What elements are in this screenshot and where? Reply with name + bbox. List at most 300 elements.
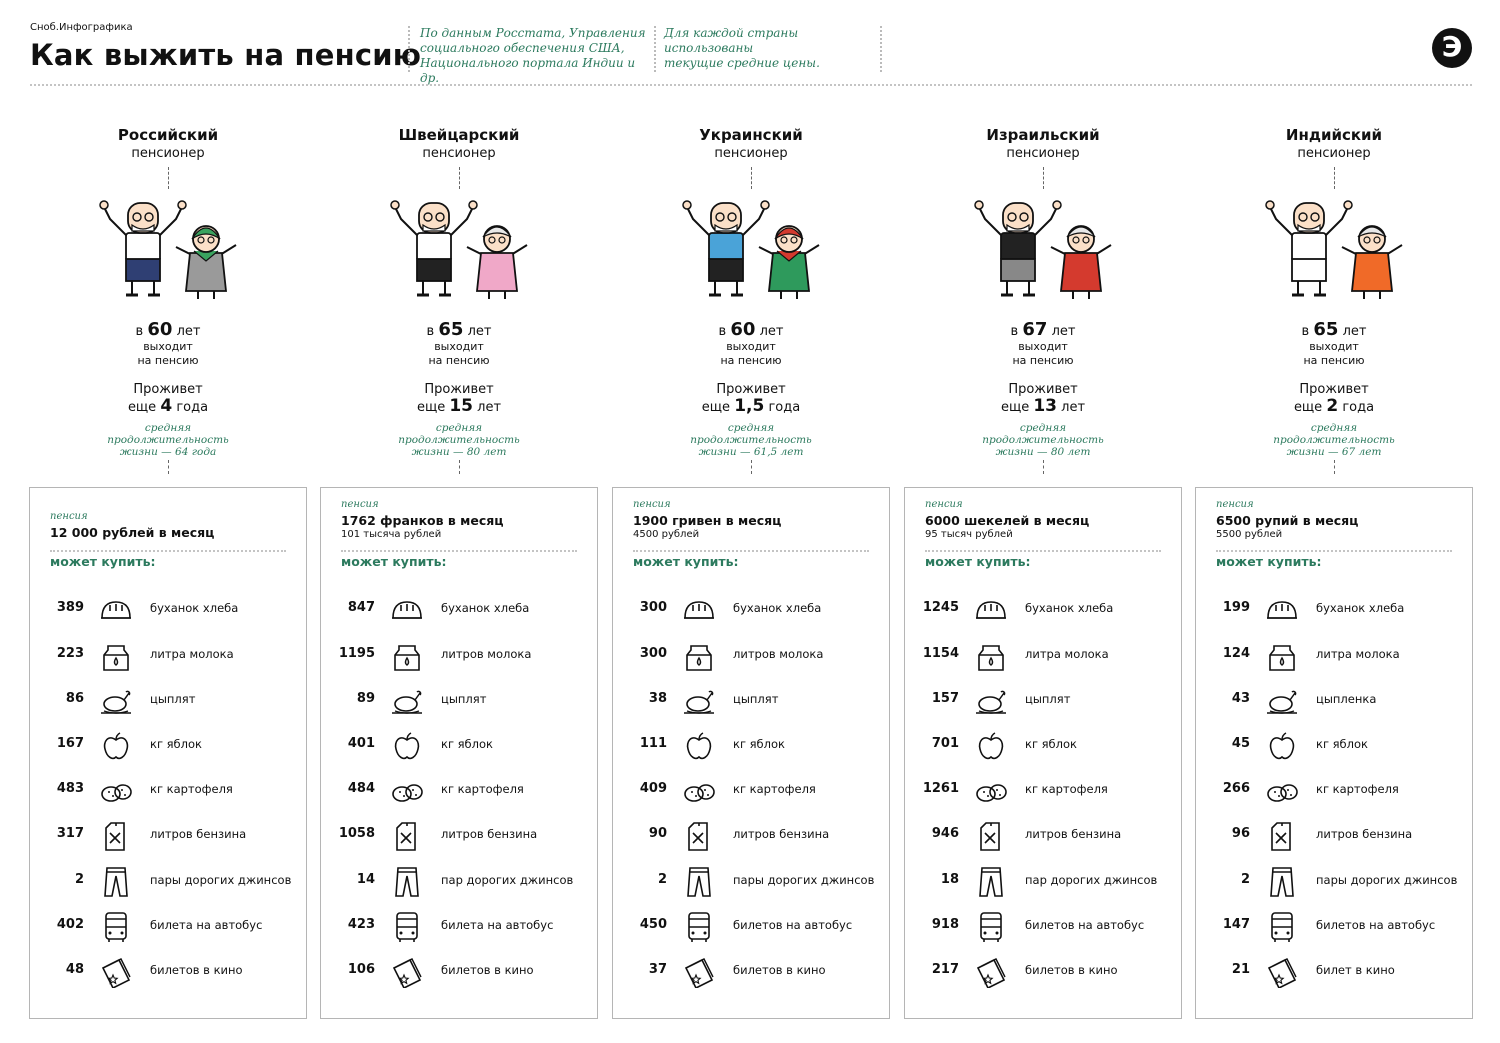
pension-amount: 12 000 рублей в месяц bbox=[50, 525, 215, 540]
cinema-ticket-icon bbox=[98, 954, 134, 988]
life-expectancy bbox=[320, 422, 598, 458]
pensioner-couple-illustration bbox=[88, 189, 248, 301]
purchase-label: билетов в кино bbox=[1025, 963, 1118, 977]
purchase-item bbox=[321, 862, 597, 900]
life-text: средняя bbox=[144, 422, 192, 434]
cinema-ticket-icon bbox=[389, 954, 425, 988]
remaining-years bbox=[904, 382, 1182, 416]
purchase-item bbox=[1196, 726, 1472, 764]
remaining-years bbox=[1195, 382, 1473, 416]
header-divider bbox=[30, 84, 1472, 86]
purchase-label: цыплят bbox=[1025, 692, 1071, 706]
purchase-label: пар дорогих джинсов bbox=[1025, 873, 1158, 887]
purchase-label: кг картофеля bbox=[441, 782, 524, 796]
card-divider bbox=[1216, 550, 1452, 552]
potato-icon bbox=[973, 773, 1009, 807]
purchase-label: цыпленка bbox=[1316, 692, 1377, 706]
purchase-label: кг картофеля bbox=[733, 782, 816, 796]
life-text: продолжительность bbox=[690, 434, 812, 446]
chicken-icon bbox=[389, 683, 425, 717]
potato-icon bbox=[681, 773, 717, 807]
life-text: продолжительность bbox=[1273, 434, 1395, 446]
purchase-item bbox=[1196, 771, 1472, 809]
purchase-quantity: 86 bbox=[65, 691, 84, 706]
chicken-icon bbox=[681, 683, 717, 717]
purchase-label: цыплят bbox=[150, 692, 196, 706]
jeans-icon bbox=[973, 864, 1009, 898]
pensioner-label: пенсионер bbox=[1297, 146, 1371, 161]
apple-icon bbox=[973, 728, 1009, 762]
jeans-icon bbox=[681, 864, 717, 898]
card-divider bbox=[633, 550, 869, 552]
fuel-canister-icon bbox=[681, 818, 717, 852]
country-name: Российский bbox=[117, 126, 219, 144]
retire-text: выходит bbox=[1018, 340, 1068, 353]
cinema-ticket-icon bbox=[1264, 954, 1300, 988]
purchase-item bbox=[905, 816, 1181, 854]
purchase-item bbox=[905, 907, 1181, 945]
lives-prefix: еще bbox=[1293, 400, 1323, 415]
purchase-item bbox=[613, 907, 889, 945]
purchase-label: литров бензина bbox=[1025, 827, 1122, 841]
purchase-quantity: 43 bbox=[1231, 691, 1250, 706]
prices-note bbox=[654, 26, 882, 72]
retirement-age bbox=[904, 319, 1182, 340]
lives-years-value: 15 bbox=[449, 396, 474, 416]
retire-text: выходит bbox=[434, 340, 484, 353]
jeans-icon bbox=[389, 864, 425, 898]
lives-prefix: еще bbox=[127, 400, 157, 415]
country-name: Украинский bbox=[699, 126, 803, 144]
life-text: продолжительность bbox=[398, 434, 520, 446]
can-buy-heading: может купить: bbox=[633, 554, 739, 569]
logo: Э bbox=[1432, 28, 1472, 68]
purchase-item bbox=[321, 907, 597, 945]
purchase-quantity: 1154 bbox=[922, 646, 959, 661]
apple-icon bbox=[1264, 728, 1300, 762]
purchase-label: литров молока bbox=[733, 647, 824, 661]
life-text: средняя bbox=[435, 422, 483, 434]
purchase-item bbox=[905, 590, 1181, 628]
purchase-item bbox=[321, 636, 597, 674]
purchase-label: кг картофеля bbox=[150, 782, 233, 796]
purchase-label: билетов в кино bbox=[733, 963, 826, 977]
purchase-label: литра молока bbox=[1316, 647, 1400, 661]
purchase-quantity: 2 bbox=[74, 872, 84, 887]
purchase-label: кг яблок bbox=[150, 737, 202, 751]
country-column bbox=[1195, 100, 1473, 474]
pension-amount: 6000 шекелей в месяц bbox=[925, 513, 1090, 528]
life-expectancy bbox=[1195, 422, 1473, 458]
pensioner-couple-illustration bbox=[963, 189, 1123, 301]
purchase-item bbox=[30, 681, 306, 719]
retire-text: выходит bbox=[143, 340, 193, 353]
pension-label: пенсия bbox=[341, 499, 379, 510]
connector-line bbox=[459, 167, 460, 189]
header bbox=[30, 22, 1472, 86]
retire-age-unit: лет bbox=[1051, 324, 1076, 339]
life-expectancy bbox=[29, 422, 307, 458]
remaining-years bbox=[320, 382, 598, 416]
purchase-item bbox=[613, 636, 889, 674]
purchase-item bbox=[1196, 907, 1472, 945]
can-buy-heading: может купить: bbox=[341, 554, 447, 569]
purchase-item bbox=[30, 952, 306, 990]
pension-card bbox=[320, 487, 598, 1019]
country-name: Швейцарский bbox=[398, 126, 520, 144]
lives-value-line bbox=[320, 398, 598, 416]
purchase-label: билета на автобус bbox=[441, 918, 554, 932]
retire-text: выходит bbox=[1309, 340, 1359, 353]
milk-icon bbox=[1264, 638, 1300, 672]
country-column bbox=[612, 100, 890, 474]
purchase-item bbox=[905, 952, 1181, 990]
jeans-icon bbox=[1264, 864, 1300, 898]
pension-label: пенсия bbox=[1216, 499, 1254, 510]
can-buy-heading: может купить: bbox=[1216, 554, 1322, 569]
purchase-quantity: 21 bbox=[1231, 962, 1250, 977]
lives-value-line bbox=[904, 398, 1182, 416]
purchase-label: цыплят bbox=[441, 692, 487, 706]
purchase-quantity: 124 bbox=[1222, 646, 1250, 661]
lives-text: Проживет bbox=[1299, 382, 1369, 397]
milk-icon bbox=[389, 638, 425, 672]
purchase-item bbox=[613, 681, 889, 719]
purchase-label: билетов на автобус bbox=[1316, 918, 1436, 932]
purchase-item bbox=[905, 681, 1181, 719]
pensioner-label: пенсионер bbox=[1006, 146, 1080, 161]
purchase-label: билет в кино bbox=[1316, 963, 1395, 977]
connector-line bbox=[168, 460, 169, 474]
retire-age-unit: лет bbox=[1342, 324, 1367, 339]
pensioner-couple-illustration bbox=[379, 189, 539, 301]
retire-age-value: 60 bbox=[147, 319, 173, 340]
purchase-item bbox=[30, 590, 306, 628]
fuel-canister-icon bbox=[973, 818, 1009, 852]
retire-age-value: 67 bbox=[1022, 319, 1048, 340]
life-expectancy bbox=[904, 422, 1182, 458]
lives-unit: лет bbox=[477, 400, 502, 415]
life-expectancy-value: жизни — 67 лет bbox=[1286, 446, 1382, 458]
lives-unit: года bbox=[768, 400, 801, 415]
purchase-label: буханок хлеба bbox=[441, 601, 530, 615]
purchase-quantity: 847 bbox=[347, 600, 375, 615]
lives-unit: года bbox=[176, 400, 209, 415]
purchase-quantity: 409 bbox=[639, 781, 667, 796]
purchase-quantity: 300 bbox=[639, 600, 667, 615]
apple-icon bbox=[98, 728, 134, 762]
pension-amount: 1762 франков в месяц bbox=[341, 513, 504, 528]
bread-icon bbox=[681, 592, 717, 626]
country-name: Израильский bbox=[986, 126, 1100, 144]
card-divider bbox=[50, 550, 286, 552]
pensioner-label: пенсионер bbox=[422, 146, 496, 161]
lives-value-line bbox=[29, 398, 307, 416]
life-text: средняя bbox=[1310, 422, 1358, 434]
retire-text: на пенсию bbox=[428, 354, 490, 367]
retirement-age bbox=[1195, 319, 1473, 340]
lives-value-line bbox=[612, 398, 890, 416]
purchase-item bbox=[613, 726, 889, 764]
retire-prefix: в bbox=[1301, 324, 1310, 339]
purchase-label: билетов в кино bbox=[150, 963, 243, 977]
purchase-label: буханок хлеба bbox=[733, 601, 822, 615]
purchase-label: кг картофеля bbox=[1316, 782, 1399, 796]
purchase-quantity: 90 bbox=[648, 826, 667, 841]
bread-icon bbox=[389, 592, 425, 626]
pensioner-couple-illustration bbox=[1254, 189, 1414, 301]
chicken-icon bbox=[1264, 683, 1300, 717]
purchase-label: пары дорогих джинсов bbox=[733, 873, 875, 887]
purchase-label: билетов в кино bbox=[441, 963, 534, 977]
life-expectancy-value: жизни — 80 лет bbox=[411, 446, 507, 458]
purchase-label: литра молока bbox=[150, 647, 234, 661]
card-divider bbox=[341, 550, 577, 552]
bread-icon bbox=[1264, 592, 1300, 626]
bus-icon bbox=[98, 909, 134, 943]
fuel-canister-icon bbox=[389, 818, 425, 852]
purchase-quantity: 111 bbox=[639, 736, 667, 751]
country-name: Индийский bbox=[1285, 126, 1383, 144]
purchase-quantity: 217 bbox=[931, 962, 959, 977]
purchase-quantity: 1058 bbox=[338, 826, 375, 841]
lives-prefix: еще bbox=[416, 400, 446, 415]
jeans-icon bbox=[98, 864, 134, 898]
purchase-label: литров бензина bbox=[1316, 827, 1413, 841]
lives-text: Проживет bbox=[1008, 382, 1078, 397]
purchase-quantity: 2 bbox=[1240, 872, 1250, 887]
purchase-quantity: 18 bbox=[940, 872, 959, 887]
connector-line bbox=[1334, 167, 1335, 189]
retirement-age bbox=[29, 319, 307, 340]
purchase-quantity: 38 bbox=[648, 691, 667, 706]
purchase-label: буханок хлеба bbox=[150, 601, 239, 615]
retire-prefix: в bbox=[718, 324, 727, 339]
pension-rubles: 95 тысяч рублей bbox=[925, 529, 1013, 540]
potato-icon bbox=[98, 773, 134, 807]
country-column bbox=[904, 100, 1182, 474]
bread-icon bbox=[973, 592, 1009, 626]
purchase-item bbox=[30, 726, 306, 764]
lives-text: Проживет bbox=[133, 382, 203, 397]
fuel-canister-icon bbox=[98, 818, 134, 852]
purchase-item bbox=[905, 862, 1181, 900]
purchase-item bbox=[321, 726, 597, 764]
prices-note-line: Для каждой страны использованы bbox=[664, 26, 799, 55]
life-expectancy bbox=[612, 422, 890, 458]
purchase-item bbox=[30, 907, 306, 945]
purchase-label: литров молока bbox=[441, 647, 532, 661]
purchase-item bbox=[30, 771, 306, 809]
life-expectancy-value: жизни — 64 года bbox=[119, 446, 217, 458]
life-expectancy-value: жизни — 61,5 лет bbox=[698, 446, 804, 458]
retire-prefix: в bbox=[135, 324, 144, 339]
life-text: продолжительность bbox=[107, 434, 229, 446]
purchase-label: буханок хлеба bbox=[1316, 601, 1405, 615]
bread-icon bbox=[98, 592, 134, 626]
pension-card bbox=[29, 487, 307, 1019]
purchase-item bbox=[321, 816, 597, 854]
purchase-quantity: 423 bbox=[347, 917, 375, 932]
purchase-quantity: 89 bbox=[356, 691, 375, 706]
pension-rubles: 4500 рублей bbox=[633, 529, 700, 540]
lives-prefix: еще bbox=[701, 400, 731, 415]
purchase-quantity: 37 bbox=[648, 962, 667, 977]
card-divider bbox=[925, 550, 1161, 552]
purchase-label: кг яблок bbox=[733, 737, 785, 751]
purchase-item bbox=[613, 590, 889, 628]
apple-icon bbox=[389, 728, 425, 762]
lives-unit: года bbox=[1342, 400, 1375, 415]
connector-line bbox=[1043, 460, 1044, 474]
retire-age-unit: лет bbox=[176, 324, 201, 339]
purchase-quantity: 317 bbox=[56, 826, 84, 841]
pension-card bbox=[612, 487, 890, 1019]
milk-icon bbox=[681, 638, 717, 672]
purchase-quantity: 450 bbox=[639, 917, 667, 932]
country-header bbox=[1195, 126, 1473, 474]
chicken-icon bbox=[973, 683, 1009, 717]
cinema-ticket-icon bbox=[681, 954, 717, 988]
retirement-age bbox=[320, 319, 598, 340]
purchase-quantity: 147 bbox=[1222, 917, 1250, 932]
fuel-canister-icon bbox=[1264, 818, 1300, 852]
purchase-item bbox=[30, 862, 306, 900]
purchase-item bbox=[1196, 862, 1472, 900]
lives-years-value: 2 bbox=[1326, 396, 1339, 416]
life-text: средняя bbox=[727, 422, 775, 434]
connector-line bbox=[751, 167, 752, 189]
connector-line bbox=[751, 460, 752, 474]
purchase-label: литров бензина bbox=[150, 827, 247, 841]
retire-text: на пенсию bbox=[137, 354, 199, 367]
remaining-years bbox=[29, 382, 307, 416]
purchase-label: литров бензина bbox=[733, 827, 830, 841]
bus-icon bbox=[389, 909, 425, 943]
purchase-label: кг яблок bbox=[1025, 737, 1077, 751]
chicken-icon bbox=[98, 683, 134, 717]
purchase-label: литров бензина bbox=[441, 827, 538, 841]
purchase-item bbox=[1196, 590, 1472, 628]
life-expectancy-value: жизни — 80 лет bbox=[995, 446, 1091, 458]
purchase-quantity: 484 bbox=[347, 781, 375, 796]
purchase-label: билетов на автобус bbox=[733, 918, 853, 932]
retire-age-unit: лет bbox=[467, 324, 492, 339]
purchase-item bbox=[30, 636, 306, 674]
purchase-label: цыплят bbox=[733, 692, 779, 706]
purchase-item bbox=[321, 771, 597, 809]
country-column bbox=[29, 100, 307, 474]
lives-years-value: 13 bbox=[1033, 396, 1058, 416]
purchase-quantity: 223 bbox=[56, 646, 84, 661]
purchase-quantity: 167 bbox=[56, 736, 84, 751]
pension-rubles: 5500 рублей bbox=[1216, 529, 1283, 540]
purchase-quantity: 157 bbox=[931, 691, 959, 706]
purchase-label: буханок хлеба bbox=[1025, 601, 1114, 615]
pension-label: пенсия bbox=[925, 499, 963, 510]
pensioner-label: пенсионер bbox=[714, 146, 788, 161]
purchase-quantity: 389 bbox=[56, 600, 84, 615]
retire-age-unit: лет bbox=[759, 324, 784, 339]
lives-text: Проживет bbox=[424, 382, 494, 397]
potato-icon bbox=[389, 773, 425, 807]
purchase-quantity: 701 bbox=[931, 736, 959, 751]
sources-line: социального обеспечения США, bbox=[420, 41, 625, 55]
country-header bbox=[320, 126, 598, 474]
pension-label: пенсия bbox=[633, 499, 671, 510]
can-buy-heading: может купить: bbox=[50, 554, 156, 569]
purchase-quantity: 96 bbox=[1231, 826, 1250, 841]
pension-card bbox=[1195, 487, 1473, 1019]
milk-icon bbox=[973, 638, 1009, 672]
purchase-item bbox=[613, 862, 889, 900]
sources-line: Национального портала Индии и др. bbox=[420, 56, 636, 85]
lives-years-value: 4 bbox=[160, 396, 173, 416]
purchase-label: пары дорогих джинсов bbox=[150, 873, 292, 887]
purchase-quantity: 106 bbox=[347, 962, 375, 977]
life-text: средняя bbox=[1019, 422, 1067, 434]
purchase-quantity: 401 bbox=[347, 736, 375, 751]
potato-icon bbox=[1264, 773, 1300, 807]
purchase-item bbox=[905, 636, 1181, 674]
purchase-quantity: 1245 bbox=[922, 600, 959, 615]
connector-line bbox=[1334, 460, 1335, 474]
lives-unit: лет bbox=[1061, 400, 1086, 415]
retire-text: на пенсию bbox=[1303, 354, 1365, 367]
lives-prefix: еще bbox=[1000, 400, 1030, 415]
prices-note-line: текущие средние цены. bbox=[664, 56, 820, 70]
purchase-label: литра молока bbox=[1025, 647, 1109, 661]
lives-text: Проживет bbox=[716, 382, 786, 397]
country-header bbox=[612, 126, 890, 474]
purchase-item bbox=[1196, 816, 1472, 854]
purchase-label: кг картофеля bbox=[1025, 782, 1108, 796]
purchase-item bbox=[613, 816, 889, 854]
remaining-years bbox=[612, 382, 890, 416]
purchase-quantity: 48 bbox=[65, 962, 84, 977]
retire-text: на пенсию bbox=[720, 354, 782, 367]
purchase-quantity: 483 bbox=[56, 781, 84, 796]
purchase-item bbox=[613, 952, 889, 990]
purchase-quantity: 45 bbox=[1231, 736, 1250, 751]
purchase-quantity: 918 bbox=[931, 917, 959, 932]
connector-line bbox=[1043, 167, 1044, 189]
purchase-item bbox=[1196, 681, 1472, 719]
purchase-quantity: 199 bbox=[1222, 600, 1250, 615]
pensioner-label: пенсионер bbox=[131, 146, 205, 161]
purchase-quantity: 14 bbox=[356, 872, 375, 887]
retirement-age bbox=[612, 319, 890, 340]
purchase-quantity: 2 bbox=[657, 872, 667, 887]
apple-icon bbox=[681, 728, 717, 762]
lives-value-line bbox=[1195, 398, 1473, 416]
pension-card bbox=[904, 487, 1182, 1019]
purchase-label: кг яблок bbox=[1316, 737, 1368, 751]
purchase-label: пары дорогих джинсов bbox=[1316, 873, 1458, 887]
country-header bbox=[904, 126, 1182, 474]
pensioner-couple-illustration bbox=[671, 189, 831, 301]
purchase-label: билета на автобус bbox=[150, 918, 263, 932]
purchase-item bbox=[905, 771, 1181, 809]
bus-icon bbox=[1264, 909, 1300, 943]
retire-text: на пенсию bbox=[1012, 354, 1074, 367]
purchase-label: билетов на автобус bbox=[1025, 918, 1145, 932]
pension-rubles: 101 тысяча рублей bbox=[341, 529, 442, 540]
connector-line bbox=[459, 460, 460, 474]
sources-line: По данным Росстата, Управления bbox=[420, 26, 646, 40]
retire-prefix: в bbox=[1010, 324, 1019, 339]
bus-icon bbox=[973, 909, 1009, 943]
